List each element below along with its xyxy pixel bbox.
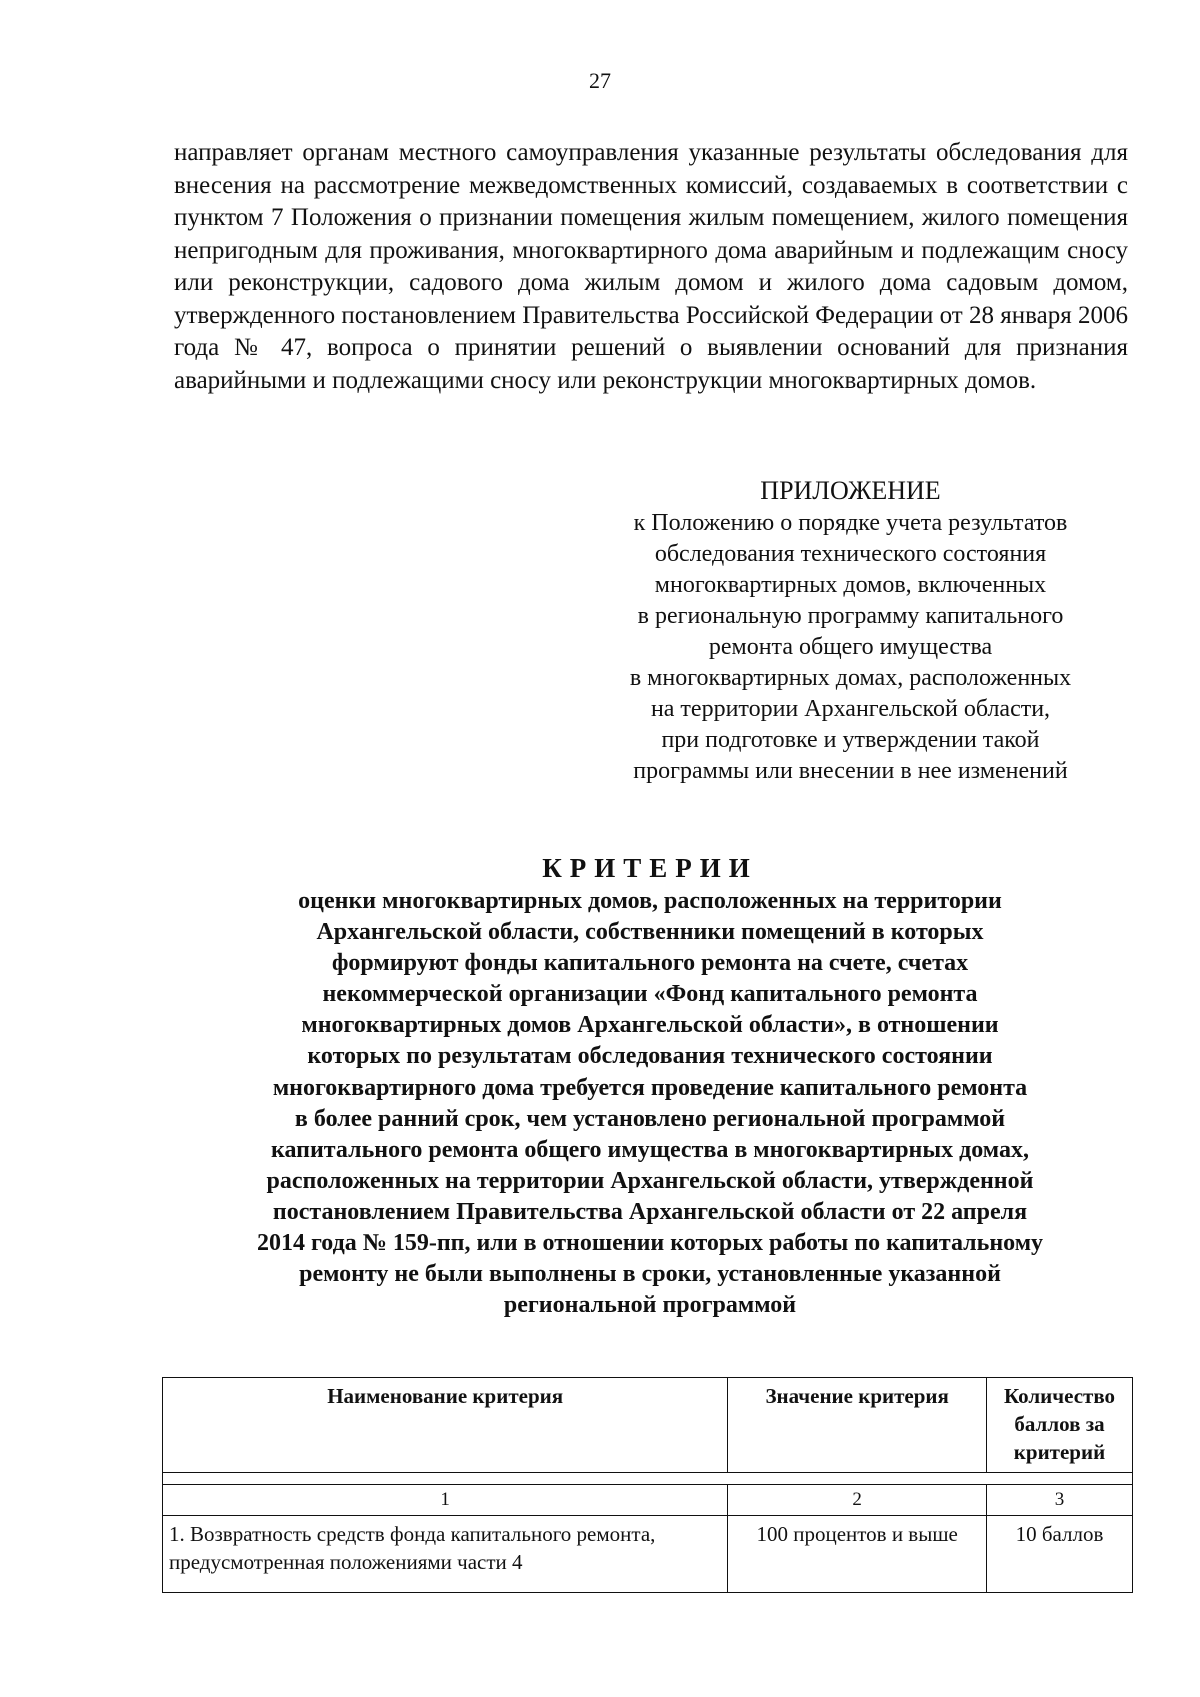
table-row: [163, 1516, 1133, 1593]
table-separator: [163, 1473, 1133, 1485]
column-number: 2: [728, 1485, 987, 1516]
column-number: 1: [163, 1485, 728, 1516]
criteria-subtitle-line: оценки многоквартирных домов, расположенных на территории: [298, 888, 1002, 914]
criterion-points-cell: 10 баллов: [987, 1516, 1133, 1593]
criterion-name-cell: 1. Возвратность средств фонда капитального ремонта, предусмотренная положениями части 4: [163, 1516, 728, 1593]
column-number: 3: [987, 1485, 1133, 1516]
criteria-subtitle-line: многоквартирных домов Архангельской области», в отношении: [301, 1012, 999, 1039]
criteria-subtitle: [165, 886, 1135, 1321]
criteria-subtitle-line: которых по результатам обследования технического состоянии: [307, 1043, 993, 1070]
appendix-line: в многоквартирных домах, расположенных: [629, 665, 1072, 691]
criteria-subtitle-line: постановлением Правительства Архангельской области от 22 апреля: [272, 1198, 1028, 1225]
table-column-numbers-row: [163, 1485, 1133, 1516]
appendix-title: ПРИЛОЖЕНИЕ: [760, 476, 941, 505]
appendix-line: обследования технического состояния: [654, 541, 1047, 567]
appendix-line: на территории Архангельской области,: [650, 696, 1051, 722]
criteria-subtitle-line: региональной программой: [503, 1292, 797, 1319]
criteria-subtitle-line: расположенных на территории Архангельской области, утвержденной: [266, 1167, 1034, 1194]
table-header-row: [163, 1378, 1133, 1473]
criteria-table: [162, 1377, 1133, 1593]
appendix-line: многоквартирных домов, включенных: [654, 572, 1047, 598]
header-criterion-points: Количество баллов за критерий: [987, 1378, 1133, 1473]
appendix-line: в региональную программу капитального: [637, 603, 1064, 629]
criteria-subtitle-line: в более ранний срок, чем установлено региональной программой: [294, 1105, 1006, 1132]
criterion-value-cell: 100 процентов и выше: [728, 1516, 987, 1593]
appendix-line: программы или внесении в нее изменений: [633, 758, 1068, 784]
page-number: 27: [589, 68, 611, 93]
body-paragraph: направляет органам местного самоуправления указанные результаты обследования для внесения на рассмотрение межведомственных комиссий, создаваемых в соответствии с пунктом 7 Положения о признании помещения жилым помещением, жилого помещения непригодным для проживания, многоквартирного дома аварийным и подлежащим сносу или реконструкции, садового дома жилым домом и жилого дома садовым домом, утвержденного постановлением Правительства Российской Федерации от 28 января 2006 года № 47, вопроса о принятии решений о выявлении оснований для признания аварийными и подлежащими сносу или реконструкции многоквартирных домов.: [174, 139, 1128, 394]
appendix-line: ремонта общего имущества: [708, 634, 993, 660]
criteria-subtitle-line: формируют фонды капитального ремонта на счете, счетах: [331, 950, 969, 977]
criteria-heading: [165, 850, 1135, 1321]
appendix-block: [578, 474, 1123, 787]
appendix-line: к Положению о порядке учета результатов: [633, 510, 1068, 536]
appendix-line: при подготовке и утверждении такой: [661, 727, 1040, 753]
header-criterion-name: Наименование критерия: [163, 1378, 728, 1473]
criteria-subtitle-line: ремонту не были выполнены в сроки, установленные указанной: [299, 1261, 1001, 1288]
criteria-title: КРИТЕРИИ: [542, 853, 758, 883]
criteria-subtitle-line: 2014 года № 159-пп, или в отношении которых работы по капитальному: [256, 1230, 1044, 1257]
criteria-subtitle-line: капитального ремонта общего имущества в многоквартирных домах,: [271, 1136, 1029, 1163]
header-criterion-value: Значение критерия: [728, 1378, 987, 1473]
criteria-subtitle-line: Архангельской области, собственники помещений в которых: [316, 919, 984, 946]
criteria-subtitle-line: некоммерческой организации «Фонд капитального ремонта: [322, 981, 978, 1008]
criteria-subtitle-line: многоквартирного дома требуется проведение капитального ремонта: [272, 1074, 1028, 1101]
